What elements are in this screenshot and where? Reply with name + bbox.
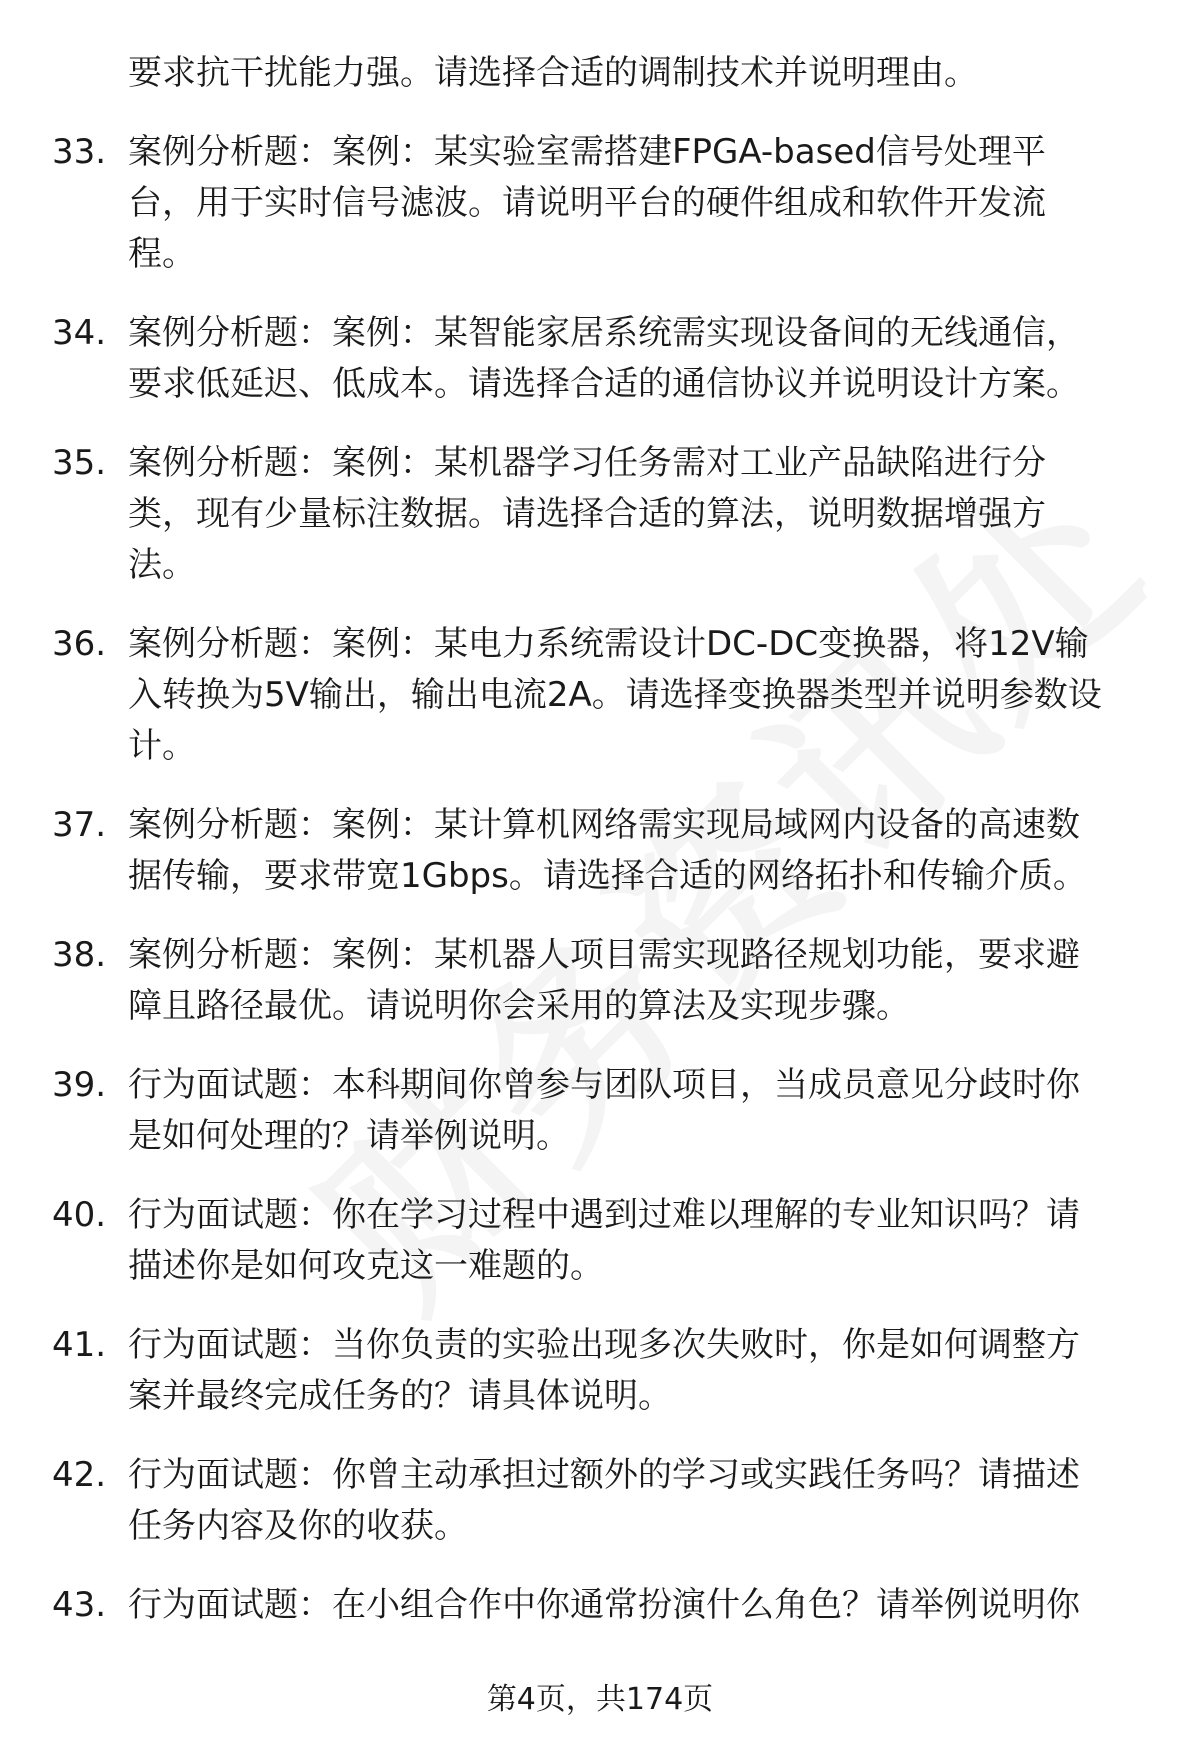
item-text-line: 描述你是如何攻克这一难题的。 [128,1246,604,1286]
item-text-line: 案例分析题：案例：某计算机网络需实现局域网内设备的高速数 [128,805,1080,845]
item-text [128,308,1138,410]
item-text-line: 行为面试题：本科期间你曾参与团队项目，当成员意见分歧时你 [128,1065,1080,1105]
item-text-line: 任务内容及你的收获。 [128,1506,468,1546]
item-number: 37. [52,805,107,845]
item-number: 36. [52,624,107,664]
item-text-line: 案例分析题：案例：某实验室需搭建FPGA-based信号处理平 [128,132,1046,172]
list-item [0,1060,1200,1162]
item-text [128,1450,1138,1552]
list-item [0,619,1200,772]
list-item [0,1450,1200,1552]
list-item [0,1320,1200,1422]
item-text-line: 要求低延迟、低成本。请选择合适的通信协议并说明设计方案。 [128,364,1080,404]
item-text-line: 据传输，要求带宽1Gbps。请选择合适的网络拓扑和传输介质。 [128,856,1087,896]
item-number: 33. [52,132,107,172]
item-text-line: 行为面试题：你曾主动承担过额外的学习或实践任务吗？请描述 [128,1455,1080,1495]
item-text [128,1060,1138,1162]
item-text [128,619,1138,772]
item-text-line: 案例分析题：案例：某机器人项目需实现路径规划功能，要求避 [128,935,1080,975]
item-text-line: 法。 [128,545,196,585]
items-container [0,127,1200,1631]
item-text [128,930,1138,1032]
list-item [0,438,1200,591]
item-text-line: 案例分析题：案例：某机器学习任务需对工业产品缺陷进行分 [128,443,1046,483]
item-text [128,438,1138,591]
item-text-line: 类，现有少量标注数据。请选择合适的算法，说明数据增强方 [128,494,1046,534]
item-text-line: 案例分析题：案例：某智能家居系统需实现设备间的无线通信， [128,313,1080,353]
item-text [128,1320,1138,1422]
item-number: 38. [52,935,107,975]
list-item [0,800,1200,902]
item-text-line: 入转换为5V输出，输出电流2A。请选择变换器类型并说明参数设 [128,675,1102,715]
item-text-line: 案例分析题：案例：某电力系统需设计DC-DC变换器，将12V输 [128,624,1089,664]
list-item [0,308,1200,410]
item-number: 39. [52,1065,107,1105]
item-text [128,1580,1138,1631]
item-text-line: 台，用于实时信号滤波。请说明平台的硬件组成和软件开发流 [128,183,1046,223]
list-item [0,127,1200,280]
continued-line: 要求抗干扰能力强。请选择合适的调制技术并说明理由。 [128,53,978,93]
list-item [0,930,1200,1032]
item-number: 35. [52,443,107,483]
item-number: 34. [52,313,107,353]
item-text-line: 行为面试题：在小组合作中你通常扮演什么角色？请举例说明你 [128,1585,1080,1625]
item-number: 40. [52,1195,107,1235]
item-number: 43. [52,1585,107,1625]
item-text [128,800,1138,902]
item-text-line: 是如何处理的？请举例说明。 [128,1116,570,1156]
item-text [128,127,1138,280]
item-number: 41. [52,1325,107,1365]
question-list [0,48,1200,1631]
item-text-line: 案并最终完成任务的？请具体说明。 [128,1376,672,1416]
list-item [0,1190,1200,1292]
page-footer: 第4页，共174页 [486,1682,714,1717]
list-item [0,1580,1200,1631]
item-number: 42. [52,1455,107,1495]
item-text-line: 行为面试题：你在学习过程中遇到过难以理解的专业知识吗？请 [128,1195,1080,1235]
item-text-line: 程。 [128,234,196,274]
item-text-line: 障且路径最优。请说明你会采用的算法及实现步骤。 [128,986,910,1026]
item-text-line: 计。 [128,726,196,766]
item-text [128,1190,1138,1292]
item-text-line: 行为面试题：当你负责的实验出现多次失败时，你是如何调整方 [128,1325,1080,1365]
